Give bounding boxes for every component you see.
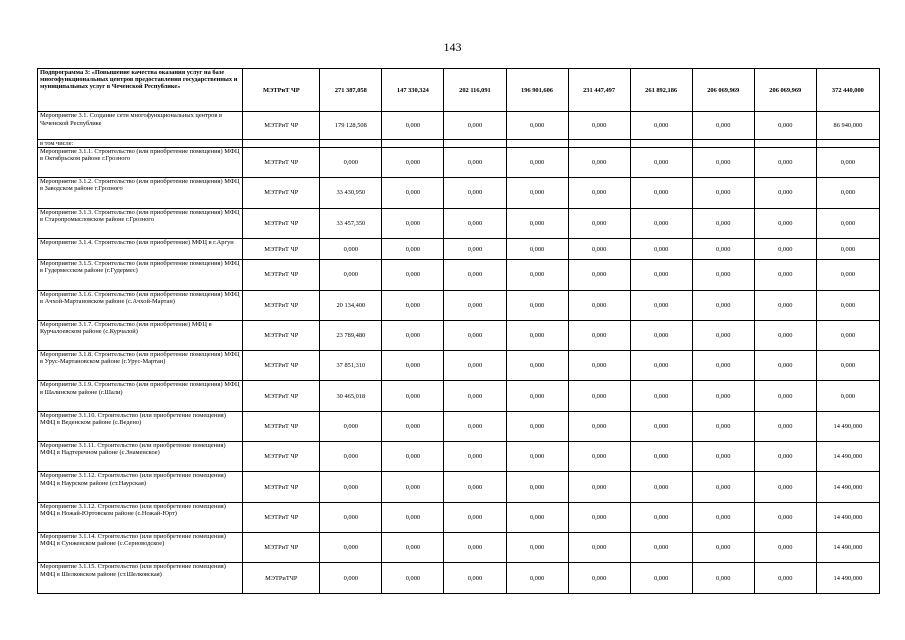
row-value: 0,000	[630, 563, 692, 594]
row-value: 0,000	[754, 381, 816, 411]
row-name: Мероприятие 3.1.4. Строительство (или приобретение) МФЦ в г.Аргун	[38, 238, 243, 259]
row-value	[692, 139, 754, 147]
row-value: 0,000	[444, 238, 506, 259]
row-value: 0,000	[444, 563, 506, 594]
row-executor: МЭТРиТ ЧР	[243, 381, 320, 411]
row-value: 0,000	[444, 502, 506, 532]
row-name: Мероприятие 3.1.12. Строительство (или приобретение помещения) МФЦ в Ножай-Юртовском районе (с.Ножай-Юрт)	[38, 502, 243, 532]
row-value: 0,000	[630, 533, 692, 563]
row-value: 0,000	[568, 290, 630, 320]
row-value: 0,000	[754, 238, 816, 259]
row-value: 0,000	[630, 351, 692, 381]
row-value: 231 447,497	[568, 69, 630, 112]
row-value	[754, 139, 816, 147]
row-value: 0,000	[692, 260, 754, 290]
row-value: 0,000	[444, 381, 506, 411]
row-value: 0,000	[506, 112, 568, 139]
row-value: 30 465,018	[320, 381, 382, 411]
row-value: 0,000	[692, 112, 754, 139]
row-value: 0,000	[506, 320, 568, 350]
row-value: 0,000	[382, 208, 444, 238]
row-value	[816, 139, 879, 147]
row-value: 271 387,058	[320, 69, 382, 112]
row-value: 14 490,000	[816, 442, 879, 472]
row-value: 0,000	[320, 238, 382, 259]
row-value: 0,000	[630, 411, 692, 441]
row-value	[444, 139, 506, 147]
row-value: 0,000	[382, 238, 444, 259]
row-value: 0,000	[382, 260, 444, 290]
row-value: 0,000	[692, 411, 754, 441]
row-value: 0,000	[692, 208, 754, 238]
row-value: 0,000	[754, 320, 816, 350]
row-value: 196 901,606	[506, 69, 568, 112]
row-value: 0,000	[382, 381, 444, 411]
row-value: 0,000	[506, 533, 568, 563]
row-value: 0,000	[754, 502, 816, 532]
row-value: 0,000	[320, 411, 382, 441]
table-row	[38, 260, 880, 290]
table-row	[38, 351, 880, 381]
row-executor: МЭТРиТ ЧР	[243, 178, 320, 208]
row-executor: МЭТРиТ ЧР	[243, 208, 320, 238]
row-value: 0,000	[692, 563, 754, 594]
table-row	[38, 502, 880, 532]
row-value: 0,000	[444, 442, 506, 472]
row-value: 0,000	[754, 411, 816, 441]
row-value: 0,000	[444, 533, 506, 563]
row-name: Мероприятие 3.1.10. Строительство (или приобретение помещения) МФЦ в Веденском районе (с.Ведено)	[38, 411, 243, 441]
row-value: 0,000	[444, 351, 506, 381]
row-value: 0,000	[444, 290, 506, 320]
row-value: 23 789,480	[320, 320, 382, 350]
row-value: 0,000	[320, 502, 382, 532]
row-value: 0,000	[754, 442, 816, 472]
table-row	[38, 238, 880, 259]
row-value: 0,000	[382, 320, 444, 350]
row-value: 0,000	[754, 178, 816, 208]
row-value: 0,000	[506, 502, 568, 532]
row-value	[568, 139, 630, 147]
row-value: 0,000	[382, 178, 444, 208]
row-value: 0,000	[382, 290, 444, 320]
row-value: 0,000	[630, 112, 692, 139]
row-value: 0,000	[630, 442, 692, 472]
row-value: 0,000	[568, 260, 630, 290]
row-value: 0,000	[816, 147, 879, 177]
table-row	[38, 533, 880, 563]
row-value: 0,000	[630, 238, 692, 259]
row-value: 0,000	[630, 502, 692, 532]
table-row	[38, 290, 880, 320]
row-value: 0,000	[816, 320, 879, 350]
row-value: 0,000	[444, 112, 506, 139]
row-name: Мероприятие 3.1.1. Строительство (или приобретение помещения) МФЦ в Октябрьском районе г.Грозного	[38, 147, 243, 177]
row-name: Подпрограмма 3: «Повышение качества оказания услуг на базе многофункциональных центров предоставления государственных и муниципальных услуг в Чеченской Республике»	[38, 69, 243, 112]
row-value: 0,000	[382, 563, 444, 594]
row-value	[506, 139, 568, 147]
row-value: 0,000	[692, 472, 754, 502]
row-value: 0,000	[630, 381, 692, 411]
row-value: 0,000	[692, 178, 754, 208]
row-value	[320, 139, 382, 147]
page-number: 143	[443, 40, 462, 54]
row-value: 0,000	[568, 147, 630, 177]
row-value: 0,000	[444, 320, 506, 350]
row-value: 0,000	[506, 472, 568, 502]
row-value: 0,000	[444, 472, 506, 502]
row-value: 0,000	[320, 472, 382, 502]
row-value: 14 490,000	[816, 502, 879, 532]
row-executor: МЭТРиТ ЧР	[243, 472, 320, 502]
row-value: 0,000	[568, 533, 630, 563]
row-value: 0,000	[754, 533, 816, 563]
row-name: Мероприятие 3.1.8. Строительство (или приобретение помещения) МФЦ в Урус-Мартановском районе (г.Урус-Мартан)	[38, 351, 243, 381]
row-executor: МЭТРиТ ЧР	[243, 502, 320, 532]
row-value: 0,000	[816, 290, 879, 320]
row-value: 0,000	[568, 351, 630, 381]
row-name: Мероприятие 3.1.9. Строительство (или приобретение помещения) МФЦ в Шалинском районе (г.Шали)	[38, 381, 243, 411]
row-value: 0,000	[692, 290, 754, 320]
row-value: 0,000	[568, 320, 630, 350]
row-value: 0,000	[320, 563, 382, 594]
row-value: 0,000	[382, 411, 444, 441]
row-name: Мероприятие 3.1.11. Строительство (или приобретение помещения) МФЦ в Надтеречном районе (с.Знаменское)	[38, 442, 243, 472]
row-value: 14 490,000	[816, 533, 879, 563]
table-row	[38, 147, 880, 177]
row-value: 0,000	[506, 178, 568, 208]
row-value: 0,000	[692, 502, 754, 532]
row-executor: МЭТРиТ ЧР	[243, 69, 320, 112]
row-value: 20 134,400	[320, 290, 382, 320]
row-value: 0,000	[754, 112, 816, 139]
row-value: 37 851,310	[320, 351, 382, 381]
row-value	[630, 139, 692, 147]
table-row	[38, 411, 880, 441]
table-row	[38, 320, 880, 350]
table-row	[38, 381, 880, 411]
row-executor: МЭТРиТ ЧР	[243, 442, 320, 472]
row-value: 206 069,969	[692, 69, 754, 112]
row-name: Мероприятие 3.1.5. Строительство (или приобретение помещения) МФЦ в Гудермесском районе (г.Гудермес)	[38, 260, 243, 290]
row-value: 0,000	[754, 208, 816, 238]
row-value: 14 490,000	[816, 563, 879, 594]
row-value: 0,000	[754, 472, 816, 502]
row-value: 0,000	[692, 533, 754, 563]
row-value: 0,000	[816, 381, 879, 411]
row-value: 0,000	[568, 238, 630, 259]
row-value: 0,000	[568, 502, 630, 532]
row-value: 0,000	[444, 147, 506, 177]
row-value: 0,000	[754, 147, 816, 177]
row-value: 0,000	[506, 238, 568, 259]
row-executor	[243, 139, 320, 147]
row-value: 0,000	[506, 411, 568, 441]
row-executor: МЭТРиТЧР	[243, 563, 320, 594]
row-value: 33 457,350	[320, 208, 382, 238]
row-value: 0,000	[754, 351, 816, 381]
row-value: 202 116,091	[444, 69, 506, 112]
row-value: 0,000	[692, 147, 754, 177]
row-value: 0,000	[382, 442, 444, 472]
row-value: 0,000	[444, 208, 506, 238]
row-name: Мероприятие 3.1.14. Строительство (или приобретение помещения) МФЦ в Сунженском районе (с.Серноводское)	[38, 533, 243, 563]
row-name: Мероприятие 3.1.2. Строительство (или приобретение помещения) МФЦ в Заводском районе г.Грозного	[38, 178, 243, 208]
row-name: Мероприятие 3.1.12. Строительство (или приобретение помещения) МФЦ в Наурском районе (ст.Наурская)	[38, 472, 243, 502]
row-executor: МЭТРиТ ЧР	[243, 411, 320, 441]
row-value: 261 892,186	[630, 69, 692, 112]
row-value: 0,000	[630, 260, 692, 290]
table-row	[38, 442, 880, 472]
row-value: 0,000	[692, 320, 754, 350]
row-value: 0,000	[692, 442, 754, 472]
row-value: 0,000	[320, 260, 382, 290]
row-executor: МЭТРиТ ЧР	[243, 260, 320, 290]
row-value: 0,000	[568, 208, 630, 238]
row-value: 0,000	[754, 260, 816, 290]
table-row	[38, 112, 880, 139]
table-row	[38, 472, 880, 502]
row-value: 86 940,000	[816, 112, 879, 139]
note-row	[38, 139, 880, 147]
row-value: 0,000	[506, 381, 568, 411]
row-executor: МЭТРиТ ЧР	[243, 290, 320, 320]
row-value: 0,000	[816, 178, 879, 208]
table-row	[38, 208, 880, 238]
row-value: 206 069,969	[754, 69, 816, 112]
row-value: 0,000	[506, 147, 568, 177]
budget-table	[37, 68, 880, 594]
row-value: 0,000	[568, 381, 630, 411]
row-value: 0,000	[382, 351, 444, 381]
row-executor: МЭТРиТ ЧР	[243, 533, 320, 563]
row-value: 0,000	[382, 502, 444, 532]
row-value: 0,000	[506, 351, 568, 381]
row-value: 0,000	[382, 472, 444, 502]
row-value: 179 128,508	[320, 112, 382, 139]
row-name: Мероприятие 3.1.6. Строительство (или приобретение помещения) МФЦ в Ачхой-Мартановском районе (с.Ачхой-Мартан)	[38, 290, 243, 320]
row-value: 147 330,324	[382, 69, 444, 112]
table-row	[38, 178, 880, 208]
subprogram-row	[38, 69, 880, 112]
row-value: 0,000	[816, 260, 879, 290]
row-value: 0,000	[816, 208, 879, 238]
row-value: 0,000	[630, 178, 692, 208]
row-value: 0,000	[630, 472, 692, 502]
row-name: Мероприятие 3.1.3. Строительство (или приобретение помещения) МФЦ в Старопромысловском районе г.Грозного	[38, 208, 243, 238]
row-value: 0,000	[630, 208, 692, 238]
table-row	[38, 563, 880, 594]
row-value: 0,000	[692, 381, 754, 411]
row-value: 0,000	[320, 147, 382, 177]
row-value: 0,000	[568, 411, 630, 441]
row-value	[382, 139, 444, 147]
row-value: 0,000	[692, 238, 754, 259]
row-executor: МЭТРиТ ЧР	[243, 351, 320, 381]
row-value: 0,000	[568, 112, 630, 139]
row-value: 0,000	[506, 208, 568, 238]
row-value: 372 440,000	[816, 69, 879, 112]
row-value: 0,000	[630, 147, 692, 177]
row-value: 0,000	[382, 147, 444, 177]
row-executor: МЭТРиТ ЧР	[243, 320, 320, 350]
row-value: 0,000	[630, 320, 692, 350]
row-value: 0,000	[506, 290, 568, 320]
row-value: 0,000	[506, 260, 568, 290]
row-value: 0,000	[444, 260, 506, 290]
row-name: Мероприятие 3.1.7. Строительство (или приобретение) МФЦ в Курчалоевском районе (с.Курчалой)	[38, 320, 243, 350]
row-value: 0,000	[506, 563, 568, 594]
row-value: 0,000	[444, 411, 506, 441]
row-value: 0,000	[816, 238, 879, 259]
row-name: Мероприятие 3.1.15. Строительство (или приобретение помещения) МФЦ в Шелковском районе (ст.Шелковская)	[38, 563, 243, 594]
table-body	[38, 69, 880, 594]
row-value: 0,000	[754, 563, 816, 594]
row-value: 0,000	[382, 112, 444, 139]
row-value: 0,000	[630, 290, 692, 320]
row-value: 14 490,000	[816, 472, 879, 502]
row-value: 0,000	[506, 442, 568, 472]
row-value: 0,000	[444, 178, 506, 208]
row-value: 33 430,950	[320, 178, 382, 208]
row-value: 0,000	[382, 533, 444, 563]
row-executor: МЭТРиТ ЧР	[243, 238, 320, 259]
row-executor: МЭТРиТ ЧР	[243, 112, 320, 139]
row-value: 0,000	[816, 351, 879, 381]
row-value: 0,000	[568, 563, 630, 594]
row-value: 14 490,000	[816, 411, 879, 441]
row-name: Мероприятие 3.1. Создание сети многофункциональных центров в Чеченской Республике	[38, 112, 243, 139]
row-value: 0,000	[320, 533, 382, 563]
row-value: 0,000	[568, 472, 630, 502]
row-name: в том числе:	[38, 139, 243, 147]
row-value: 0,000	[754, 290, 816, 320]
row-executor: МЭТРиТ ЧР	[243, 147, 320, 177]
row-value: 0,000	[320, 442, 382, 472]
row-value: 0,000	[568, 178, 630, 208]
row-value: 0,000	[692, 351, 754, 381]
row-value: 0,000	[568, 442, 630, 472]
